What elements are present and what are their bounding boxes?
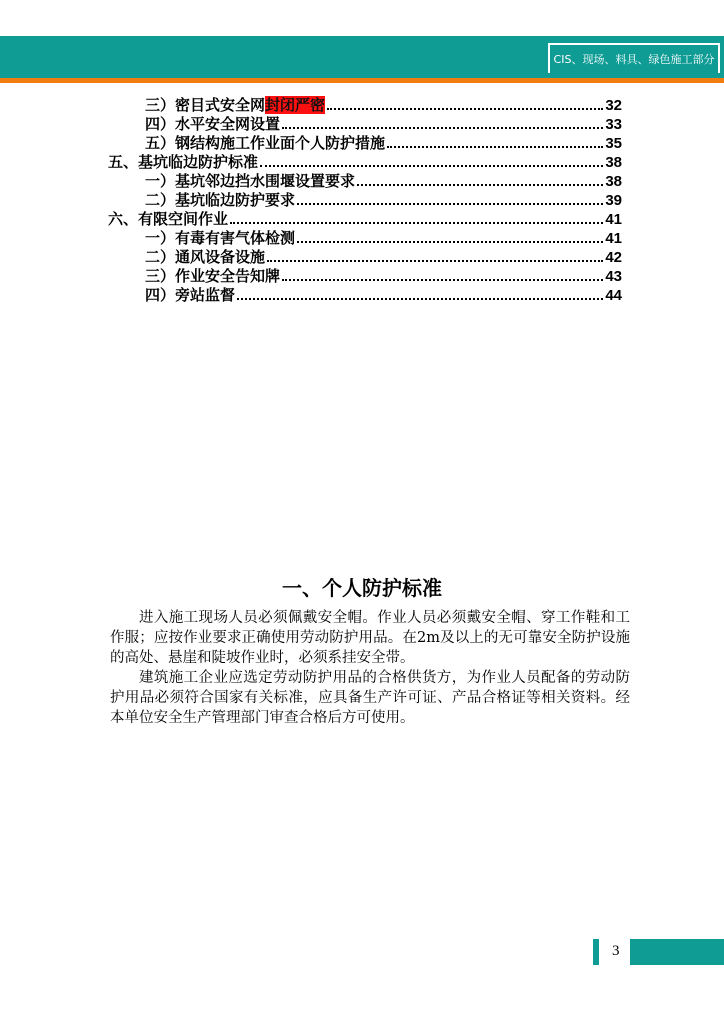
- toc-entry-title-text: 二）基坑临边防护要求: [145, 191, 296, 209]
- toc-entry-title: [145, 134, 385, 153]
- toc-entry[interactable]: [108, 115, 622, 134]
- toc-entry[interactable]: [108, 191, 622, 210]
- toc-entry-title: [145, 286, 235, 305]
- toc-leader-dots: [297, 241, 603, 243]
- toc-entry[interactable]: [108, 210, 622, 229]
- table-of-contents: [108, 96, 622, 305]
- toc-entry-title-text: 三）作业安全告知牌: [145, 267, 281, 285]
- toc-leader-dots: [387, 146, 603, 148]
- toc-entry-title: [145, 96, 325, 115]
- toc-leader-dots: [282, 127, 603, 129]
- toc-entry[interactable]: [108, 267, 622, 286]
- toc-entry-page: 39: [605, 192, 622, 209]
- toc-entry-title: [145, 191, 295, 210]
- toc-entry-title-text: 一）有毒有害气体检测: [145, 229, 296, 247]
- toc-entry-page: 33: [605, 116, 622, 133]
- toc-entry-title-text: 三）密目式安全网: [145, 96, 266, 114]
- toc-leader-dots: [267, 260, 603, 262]
- toc-leader-dots: [282, 279, 603, 281]
- toc-entry-title-text: 五、基坑临边防护标准: [108, 153, 259, 171]
- toc-entry-page: 35: [605, 135, 622, 152]
- toc-entry[interactable]: [108, 134, 622, 153]
- toc-entry[interactable]: [108, 172, 622, 191]
- toc-entry-title-text: 四）水平安全网设置: [145, 115, 281, 133]
- toc-entry-page: 41: [605, 211, 622, 228]
- toc-entry-page: 44: [605, 287, 622, 304]
- paragraph: 进入施工现场人员必须佩戴安全帽。作业人员必须戴安全帽、穿工作鞋和工作服；应按作业要求正确使用劳动防护用品。在2m及以上的无可靠安全防护设施的高处、悬崖和陡坡作业时，必须系挂安全带。: [110, 610, 630, 666]
- toc-entry[interactable]: [108, 153, 622, 172]
- toc-entry-title-text: 一）基坑邻边挡水围堰设置要求: [145, 172, 356, 190]
- paragraph: 建筑施工企业应选定劳动防护用品的合格供货方，为作业人员配备的劳动防护用品必须符合国家有关标准，应具备生产许可证、产品合格证等相关资料。经本单位安全生产管理部门审查合格后方可使用。: [110, 670, 630, 726]
- toc-entry-title: [145, 229, 295, 248]
- header-label: CIS、现场、料具、绿色施工部分: [548, 43, 720, 73]
- toc-entry-title-text: 六、有限空间作业: [108, 210, 229, 228]
- section-body: [110, 608, 630, 728]
- toc-entry-title-text: 五）钢结构施工作业面个人防护措施: [145, 134, 386, 152]
- toc-entry-page: 38: [605, 173, 622, 190]
- toc-leader-dots: [237, 298, 603, 300]
- toc-leader-dots: [260, 165, 603, 167]
- toc-entry-page: 43: [605, 268, 622, 285]
- toc-leader-dots: [327, 108, 603, 110]
- header-orange-stripe: [0, 78, 724, 83]
- toc-entry-page: 32: [605, 97, 622, 114]
- toc-entry[interactable]: [108, 96, 622, 115]
- toc-entry-title: [145, 248, 265, 267]
- footer-teal-band: [630, 939, 724, 965]
- toc-entry[interactable]: [108, 248, 622, 267]
- toc-entry-title: [108, 210, 228, 229]
- toc-entry[interactable]: [108, 286, 622, 305]
- toc-entry-highlight: 封闭严密: [265, 96, 326, 114]
- toc-entry-title: [108, 153, 258, 172]
- toc-entry-title-text: 四）旁站监督: [145, 286, 236, 304]
- page-number: 3: [612, 943, 620, 959]
- toc-entry-page: 41: [605, 230, 622, 247]
- toc-leader-dots: [230, 222, 603, 224]
- toc-entry-title: [145, 115, 280, 134]
- toc-entry-title: [145, 267, 280, 286]
- toc-entry-page: 42: [605, 249, 622, 266]
- toc-entry[interactable]: [108, 229, 622, 248]
- toc-entry-title-text: 二）通风设备设施: [145, 248, 266, 266]
- section-title: 一、个人防护标准: [282, 576, 442, 600]
- footer-accent-bar: [593, 939, 599, 965]
- toc-entry-page: 38: [605, 154, 622, 171]
- toc-leader-dots: [357, 184, 603, 186]
- page-header: [0, 36, 724, 78]
- toc-leader-dots: [297, 203, 603, 205]
- toc-entry-title: [145, 172, 355, 191]
